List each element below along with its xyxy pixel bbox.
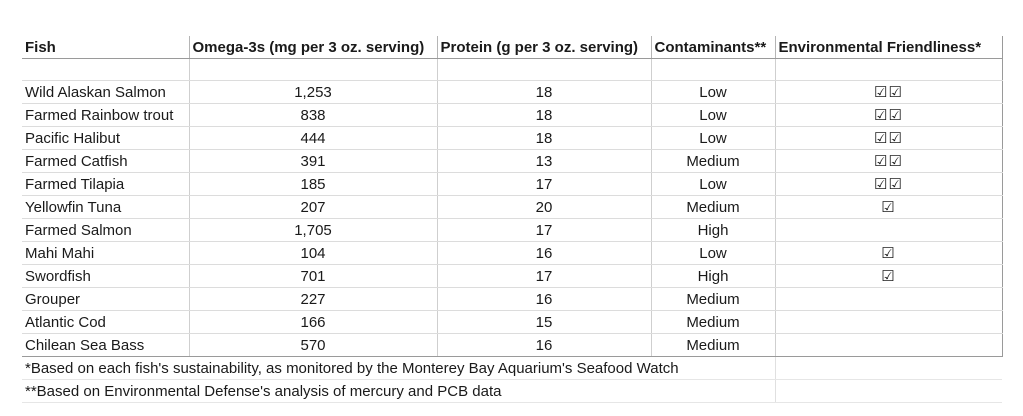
omega3-cell[interactable]: 104 [189, 242, 437, 265]
eco-rating-cell[interactable] [775, 219, 1002, 242]
empty-cell[interactable] [651, 59, 775, 81]
table-row [22, 242, 1002, 265]
omega3-cell[interactable]: 207 [189, 196, 437, 219]
omega3-cell[interactable]: 227 [189, 288, 437, 311]
footnote-contaminants[interactable]: **Based on Environmental Defense's analysis of mercury and PCB data [22, 380, 775, 403]
table-row [22, 150, 1002, 173]
omega3-cell[interactable]: 701 [189, 265, 437, 288]
table-row [22, 288, 1002, 311]
omega3-cell[interactable]: 1,705 [189, 219, 437, 242]
contaminants-cell[interactable]: High [651, 265, 775, 288]
eco-rating-cell[interactable]: ☑ [775, 196, 1002, 219]
fish-name-cell[interactable]: Wild Alaskan Salmon [22, 81, 189, 104]
contaminants-cell[interactable]: Medium [651, 288, 775, 311]
blank-row [22, 59, 1002, 81]
fish-nutrition-table [22, 36, 1003, 403]
contaminants-cell[interactable]: Low [651, 242, 775, 265]
table-row [22, 265, 1002, 288]
empty-cell[interactable] [775, 380, 1002, 403]
header-fish[interactable]: Fish [22, 36, 189, 59]
table-row [22, 311, 1002, 334]
eco-rating-cell[interactable]: ☑☑ [775, 173, 1002, 196]
fish-name-cell[interactable]: Farmed Rainbow trout [22, 104, 189, 127]
header-contaminants[interactable]: Contaminants** [651, 36, 775, 59]
protein-cell[interactable]: 18 [437, 104, 651, 127]
header-omega3[interactable]: Omega-3s (mg per 3 oz. serving) [189, 36, 437, 59]
omega3-cell[interactable]: 1,253 [189, 81, 437, 104]
fish-name-cell[interactable]: Swordfish [22, 265, 189, 288]
protein-cell[interactable]: 16 [437, 242, 651, 265]
empty-cell[interactable] [437, 59, 651, 81]
eco-rating-cell[interactable]: ☑ [775, 265, 1002, 288]
table-row [22, 219, 1002, 242]
fish-name-cell[interactable]: Chilean Sea Bass [22, 334, 189, 357]
table-row [22, 81, 1002, 104]
fish-name-cell[interactable]: Yellowfin Tuna [22, 196, 189, 219]
fish-name-cell[interactable]: Farmed Catfish [22, 150, 189, 173]
footnote-sustainability[interactable]: *Based on each fish's sustainability, as monitored by the Monterey Bay Aquarium's Seafood Watch [22, 357, 775, 380]
table-row [22, 334, 1002, 357]
contaminants-cell[interactable]: Medium [651, 311, 775, 334]
footnote-row [22, 380, 1002, 403]
omega3-cell[interactable]: 444 [189, 127, 437, 150]
table-row [22, 104, 1002, 127]
header-protein[interactable]: Protein (g per 3 oz. serving) [437, 36, 651, 59]
fish-name-cell[interactable]: Farmed Salmon [22, 219, 189, 242]
omega3-cell[interactable]: 166 [189, 311, 437, 334]
eco-rating-cell[interactable]: ☑☑ [775, 150, 1002, 173]
fish-name-cell[interactable]: Mahi Mahi [22, 242, 189, 265]
contaminants-cell[interactable]: Low [651, 127, 775, 150]
contaminants-cell[interactable]: Medium [651, 150, 775, 173]
table-row [22, 127, 1002, 150]
omega3-cell[interactable]: 185 [189, 173, 437, 196]
omega3-cell[interactable]: 838 [189, 104, 437, 127]
eco-rating-cell[interactable]: ☑☑ [775, 81, 1002, 104]
omega3-cell[interactable]: 391 [189, 150, 437, 173]
contaminants-cell[interactable]: Medium [651, 334, 775, 357]
eco-rating-cell[interactable]: ☑ [775, 242, 1002, 265]
empty-cell[interactable] [775, 357, 1002, 380]
protein-cell[interactable]: 17 [437, 173, 651, 196]
header-environmental-friendliness[interactable]: Environmental Friendliness* [775, 36, 1002, 59]
eco-rating-cell[interactable] [775, 288, 1002, 311]
table-row [22, 196, 1002, 219]
protein-cell[interactable]: 15 [437, 311, 651, 334]
protein-cell[interactable]: 18 [437, 81, 651, 104]
protein-cell[interactable]: 16 [437, 334, 651, 357]
protein-cell[interactable]: 18 [437, 127, 651, 150]
omega3-cell[interactable]: 570 [189, 334, 437, 357]
footnote-row [22, 357, 1002, 380]
empty-cell[interactable] [22, 59, 189, 81]
fish-name-cell[interactable]: Pacific Halibut [22, 127, 189, 150]
fish-name-cell[interactable]: Atlantic Cod [22, 311, 189, 334]
contaminants-cell[interactable]: Low [651, 104, 775, 127]
eco-rating-cell[interactable] [775, 311, 1002, 334]
contaminants-cell[interactable]: Medium [651, 196, 775, 219]
contaminants-cell[interactable]: High [651, 219, 775, 242]
eco-rating-cell[interactable]: ☑☑ [775, 127, 1002, 150]
protein-cell[interactable]: 16 [437, 288, 651, 311]
fish-name-cell[interactable]: Farmed Tilapia [22, 173, 189, 196]
empty-cell[interactable] [775, 59, 1002, 81]
eco-rating-cell[interactable] [775, 334, 1002, 357]
header-row [22, 36, 1002, 59]
table-row [22, 173, 1002, 196]
protein-cell[interactable]: 13 [437, 150, 651, 173]
contaminants-cell[interactable]: Low [651, 81, 775, 104]
eco-rating-cell[interactable]: ☑☑ [775, 104, 1002, 127]
protein-cell[interactable]: 17 [437, 219, 651, 242]
empty-cell[interactable] [189, 59, 437, 81]
protein-cell[interactable]: 17 [437, 265, 651, 288]
contaminants-cell[interactable]: Low [651, 173, 775, 196]
fish-name-cell[interactable]: Grouper [22, 288, 189, 311]
protein-cell[interactable]: 20 [437, 196, 651, 219]
